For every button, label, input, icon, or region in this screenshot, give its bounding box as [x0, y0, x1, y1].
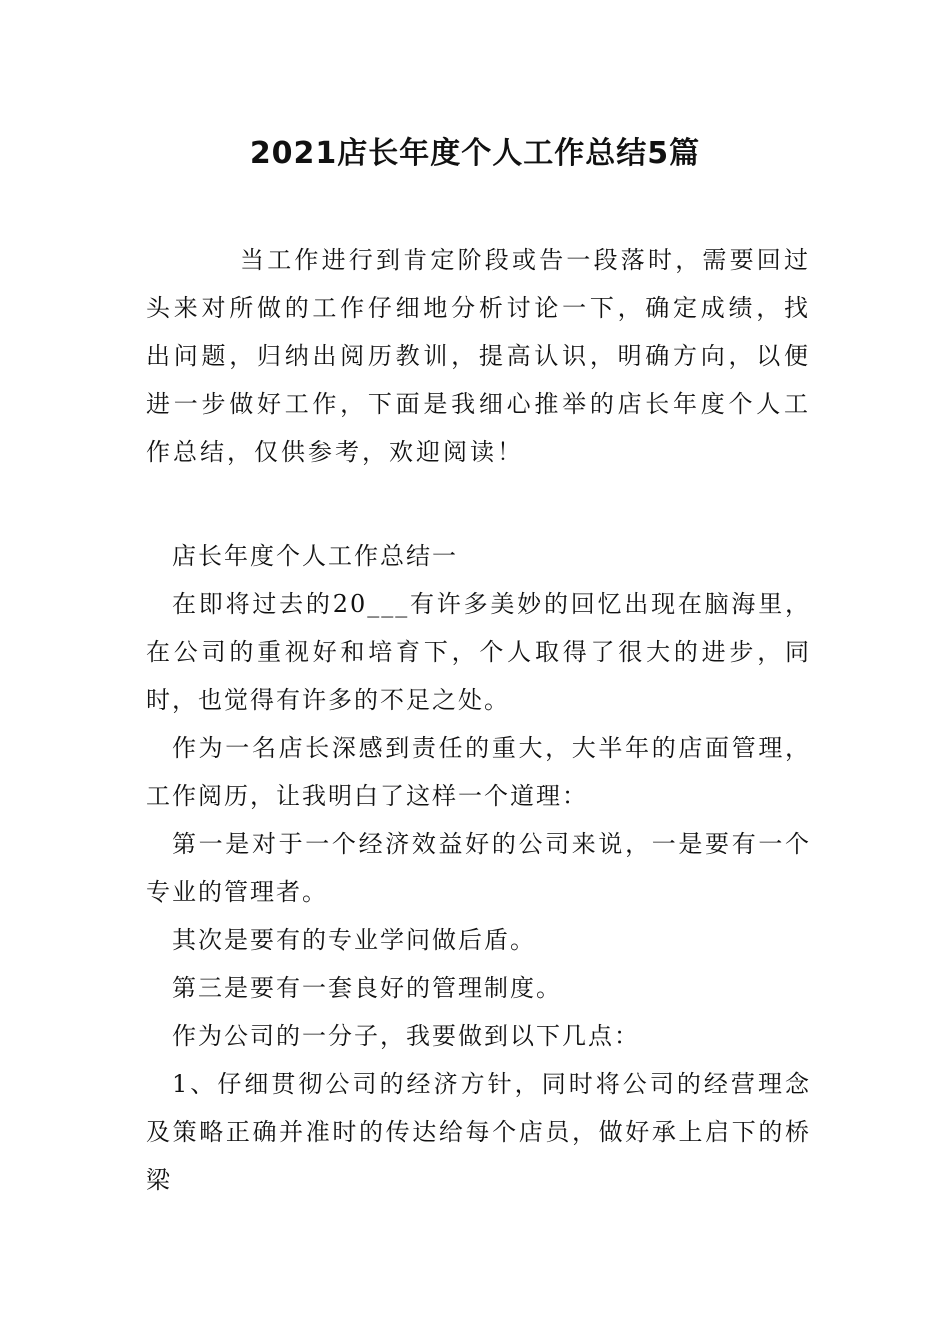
body-paragraph: 第一是对于一个经济效益好的公司来说，一是要有一个专业的管理者。: [146, 830, 811, 906]
body-paragraph: 第三是要有一套良好的管理制度。: [172, 974, 562, 1002]
body-paragraph: 在即将过去的20___有许多美妙的回忆出现在脑海里，在公司的重视好和培育下，个人取得了很大的进步，同时，也觉得有许多的不足之处。: [146, 590, 811, 714]
document-body: [146, 532, 811, 1204]
body-paragraph: 作为公司的一分子，我要做到以下几点：: [172, 1022, 640, 1050]
body-paragraph: 其次是要有的专业学问做后盾。: [172, 926, 536, 954]
intro-paragraph: 当工作进行到肯定阶段或告一段落时，需要回过头来对所做的工作仔细地分析讨论一下，确定成绩，找出问题，归纳出阅历教训，提高认识，明确方向，以便进一步做好工作，下面是我细心推举的店长年度个人工作总结，仅供参考，欢迎阅读！: [146, 246, 811, 466]
body-paragraph: 1、仔细贯彻公司的经济方针，同时将公司的经营理念及策略正确并准时的传达给每个店员，做好承上启下的桥梁: [146, 1070, 811, 1194]
section-heading: 店长年度个人工作总结一: [172, 542, 458, 570]
body-paragraph: 作为一名店长深感到责任的重大，大半年的店面管理，工作阅历，让我明白了这样一个道理：: [146, 734, 811, 810]
document-title: 2021店长年度个人工作总结5篇: [249, 136, 701, 171]
